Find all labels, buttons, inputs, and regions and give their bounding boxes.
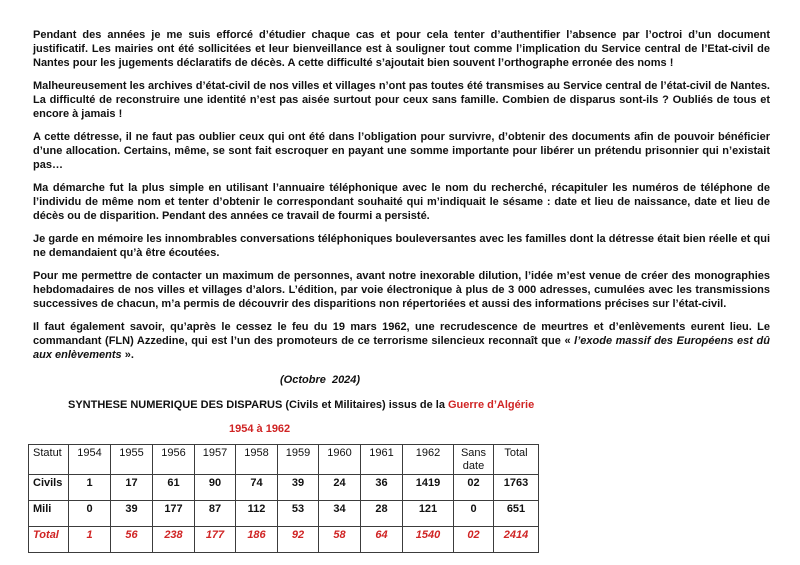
paragraph-text: Il faut également savoir, qu’après le cessez le feu du 19 mars 1962, une recrudescence de meurtres et d’enlèvements eurent lieu. Le commandant (FLN) Azzedine, qui est l’un des promoteurs de ce terrorisme silencieux reconnaît que « [33, 321, 770, 347]
table-row [29, 501, 539, 527]
paragraph-text: ». [121, 349, 134, 361]
table-cell: 28 [361, 501, 403, 527]
table-cell: 34 [319, 501, 361, 527]
paragraph [33, 181, 770, 223]
table-cell: 61 [153, 475, 195, 501]
paragraph [33, 28, 770, 70]
table-cell: 87 [195, 501, 236, 527]
table-cell: 58 [319, 527, 361, 553]
table-header-cell: 1959 [278, 445, 319, 475]
paragraph-text: Je garde en mémoire les innombrables conversations téléphoniques bouleversantes avec les familles dont la détresse était bien réelle et qui ne demandaient qu’à être écoutées. [33, 233, 770, 259]
table-header-cell: Statut [29, 445, 69, 475]
body-paragraphs [33, 28, 770, 362]
document-subtitle: 1954 à 1962 [229, 423, 291, 435]
table-cell: 238 [153, 527, 195, 553]
table-cell: 02 [454, 527, 494, 553]
table-header-cell: 1958 [236, 445, 278, 475]
table-row [29, 527, 539, 553]
table-cell: 2414 [494, 527, 539, 553]
table-cell: 112 [236, 501, 278, 527]
table-cell: 24 [319, 475, 361, 501]
table-cell: 177 [153, 501, 195, 527]
paragraph-text: Malheureusement les archives d’état-civil de nos villes et villages n’ont pas toutes été transmises au Service central de l’état-civil de Nantes. La difficulté de reconstruire une identité n’est pas aisée surtout pour ceux sans famille. Combien de disparus sont-ils ? Oubliés de tous et encore à jamais ! [33, 80, 770, 120]
table-cell: 1540 [403, 527, 454, 553]
table-cell: 1419 [403, 475, 454, 501]
paragraph-text: Pour me permettre de contacter un maximum de personnes, avant notre inexorable dilution, l’idée m’est venue de créer des monographies hebdomadaires de nos villes et villages d’alors. L’édition, par voie électronique à plus de 3 000 adresses, cumulées avec les transmissions successives de chacun, m’a permis de découvrir des disparitions non répertoriées et aussi des informations précises sur l’état-civil. [33, 270, 770, 310]
table-header-cell: 1954 [69, 445, 111, 475]
disparus-table [28, 444, 539, 553]
table-cell: 64 [361, 527, 403, 553]
document-title-text: SYNTHESE NUMERIQUE DES DISPARUS (Civils et Militaires) issus de la [68, 399, 448, 411]
table-row [29, 475, 539, 501]
paragraph-text: Pendant des années je me suis efforcé d’étudier chaque cas et pour cela tenter d’authentifier l’absence par l’octroi d’un document justificatif. Les mairies ont été sollicitées et leur bienveillance est à souligner tout comme l’implication du Service central de l’Etat-civil de Nantes pour les jugements déclaratifs de décès. A cette difficulté s’ajoutait bien souvent l’orthographe erronée des noms ! [33, 29, 770, 69]
table-header-cell: Sans date [454, 445, 494, 475]
date-line: (Octobre 2024) [280, 374, 361, 386]
paragraph [33, 320, 770, 362]
table-cell: 17 [111, 475, 153, 501]
paragraph [33, 130, 770, 172]
table-cell: 53 [278, 501, 319, 527]
table-row-label: Mili [29, 501, 69, 527]
table-header-row [29, 445, 539, 475]
table-cell: 74 [236, 475, 278, 501]
table-cell: 186 [236, 527, 278, 553]
table-cell: 121 [403, 501, 454, 527]
table-header-cell: Total [494, 445, 539, 475]
table-header-cell: 1956 [153, 445, 195, 475]
table-cell: 39 [278, 475, 319, 501]
table-cell: 1763 [494, 475, 539, 501]
table-cell: 02 [454, 475, 494, 501]
table-header-cell: 1961 [361, 445, 403, 475]
table-header-cell: 1955 [111, 445, 153, 475]
paragraph [33, 232, 770, 260]
table-header-cell: 1960 [319, 445, 361, 475]
paragraph-text: Ma démarche fut la plus simple en utilisant l’annuaire téléphonique avec le nom du recherché, récapituler les numéros de téléphone de l’individu de même nom et tenter d’obtenir le correspondant souhaité qui m’indiquait le sésame : date et lieu de naissance, date et lieu de décès ou de disparition. Pendant des années ce travail de fourmi a persisté. [33, 182, 770, 222]
table-cell: 36 [361, 475, 403, 501]
paragraph [33, 79, 770, 121]
table-cell: 177 [195, 527, 236, 553]
table-cell: 0 [69, 501, 111, 527]
table-cell: 92 [278, 527, 319, 553]
document-title [68, 398, 770, 412]
table-row-label: Civils [29, 475, 69, 501]
paragraph [33, 269, 770, 311]
paragraph-quote-text: l’exode massif des Européens est dû aux enlèvements [33, 335, 770, 361]
table-cell: 90 [195, 475, 236, 501]
table-header-cell: 1957 [195, 445, 236, 475]
table-cell: 0 [454, 501, 494, 527]
table-header-cell: 1962 [403, 445, 454, 475]
table-cell: 1 [69, 527, 111, 553]
table-cell: 56 [111, 527, 153, 553]
table-cell: 39 [111, 501, 153, 527]
document-title-highlight: Guerre d’Algérie [448, 399, 535, 411]
table-cell: 651 [494, 501, 539, 527]
paragraph-text: A cette détresse, il ne faut pas oublier ceux qui ont été dans l’obligation pour survivre, d’obtenir des documents afin de pouvoir bénéficier d’une allocation. Certains, même, se sont fait escroquer en payant une somme importante pour libérer un prétendu prisonnier qui n’existait pas… [33, 131, 770, 171]
table-cell: 1 [69, 475, 111, 501]
table-row-label: Total [29, 527, 69, 553]
